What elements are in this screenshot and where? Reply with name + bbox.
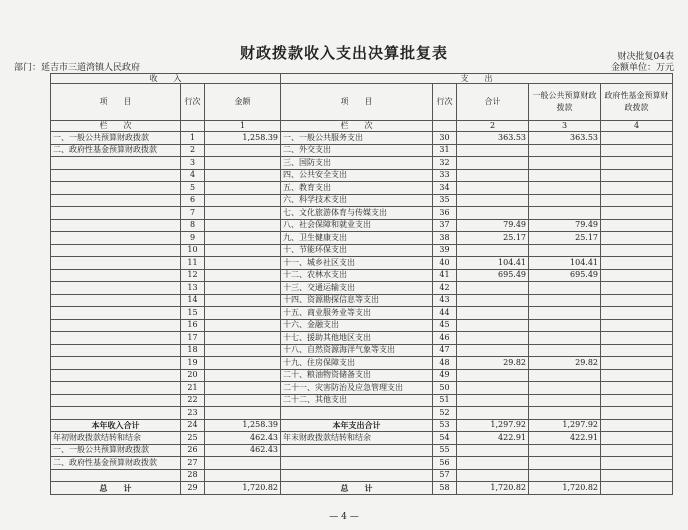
- expense-total: [457, 144, 529, 157]
- income-item: [51, 357, 181, 370]
- income-row-no: 20: [181, 369, 205, 382]
- income-item: [51, 344, 181, 357]
- income-amount: [205, 257, 281, 270]
- expense-item: 二十、粮油物资储备支出: [281, 369, 433, 382]
- expense-item: [281, 469, 433, 482]
- income-amount: [205, 194, 281, 207]
- expense-item: [281, 457, 433, 470]
- expense-total: 79.49: [457, 219, 529, 232]
- expense-fund: [601, 169, 673, 182]
- section-header-row: [51, 74, 673, 84]
- income-row-no: 22: [181, 394, 205, 407]
- expense-fund: [601, 294, 673, 307]
- expense-general: [529, 457, 601, 470]
- expense-general: 29.82: [529, 357, 601, 370]
- header-total: 合计: [457, 84, 529, 121]
- income-row-no: 1: [181, 132, 205, 145]
- income-item: [51, 157, 181, 170]
- income-item: [51, 369, 181, 382]
- expense-total: 1,720.82: [457, 482, 529, 495]
- expense-row-no: 34: [433, 182, 457, 195]
- column-header-row: [51, 84, 673, 121]
- expense-total: [457, 157, 529, 170]
- expense-row-no: 42: [433, 282, 457, 295]
- expense-general: [529, 307, 601, 320]
- expense-total: 29.82: [457, 357, 529, 370]
- income-row-no: 17: [181, 332, 205, 345]
- expense-general: [529, 144, 601, 157]
- expense-fund: [601, 469, 673, 482]
- expense-fund: [601, 382, 673, 395]
- expense-row-no: 55: [433, 444, 457, 457]
- column-index-general: 3: [529, 121, 601, 132]
- income-item: [51, 194, 181, 207]
- page-number: — 4 —: [329, 512, 359, 522]
- income-item: [51, 207, 181, 220]
- table-row: [51, 332, 673, 345]
- expense-fund: [601, 244, 673, 257]
- column-index-row: [51, 121, 673, 132]
- income-amount: [205, 319, 281, 332]
- income-item: 二、政府性基金预算财政拨款: [51, 457, 181, 470]
- expense-row-no: 56: [433, 457, 457, 470]
- table-row: [51, 207, 673, 220]
- year-total-row: [51, 419, 673, 432]
- income-amount: [205, 294, 281, 307]
- table-row: [51, 394, 673, 407]
- expense-total: [457, 319, 529, 332]
- table-row: [51, 407, 673, 420]
- table-row: [51, 232, 673, 245]
- expense-row-no: 39: [433, 244, 457, 257]
- expense-row-no: 44: [433, 307, 457, 320]
- expense-general: [529, 294, 601, 307]
- header-general-budget: 一般公共预算财政拨款: [529, 84, 601, 121]
- expense-general: 695.49: [529, 269, 601, 282]
- expense-fund: [601, 319, 673, 332]
- unit-label: 金额单位：万元: [610, 63, 674, 73]
- expense-fund: [601, 482, 673, 495]
- expense-item: 十二、农林水支出: [281, 269, 433, 282]
- income-amount: [205, 207, 281, 220]
- table-row: [51, 294, 673, 307]
- income-item: [51, 269, 181, 282]
- expense-general: 79.49: [529, 219, 601, 232]
- expense-item: 一、一般公共服务支出: [281, 132, 433, 145]
- income-item: [51, 169, 181, 182]
- income-row-no: 8: [181, 219, 205, 232]
- income-item: [51, 257, 181, 270]
- income-row-no: 29: [181, 482, 205, 495]
- table-row: [51, 444, 673, 457]
- page-title: 财政拨款收入支出决算批复表: [239, 44, 448, 62]
- expense-total: [457, 394, 529, 407]
- income-row-no: 9: [181, 232, 205, 245]
- income-item: [51, 307, 181, 320]
- expense-general: [529, 182, 601, 195]
- expense-general: [529, 444, 601, 457]
- expense-general: [529, 169, 601, 182]
- income-item: 一、一般公共预算财政拨款: [51, 132, 181, 145]
- income-amount: 1,720.82: [205, 482, 281, 495]
- expense-item: 九、卫生健康支出: [281, 232, 433, 245]
- column-index-empty-expense: [433, 121, 457, 132]
- income-item: 总 计: [51, 482, 181, 495]
- expense-row-no: 54: [433, 432, 457, 445]
- income-amount: [205, 269, 281, 282]
- table-row: [51, 369, 673, 382]
- expense-item: [281, 407, 433, 420]
- expense-row-no: 43: [433, 294, 457, 307]
- expense-total: [457, 382, 529, 395]
- expense-row-no: 33: [433, 169, 457, 182]
- income-row-no: 24: [181, 419, 205, 432]
- income-row-no: 10: [181, 244, 205, 257]
- expense-total: 1,297.92: [457, 419, 529, 432]
- income-amount: [205, 244, 281, 257]
- table-row: [51, 144, 673, 157]
- expense-total: [457, 182, 529, 195]
- expense-item: 十四、资源勘探信息等支出: [281, 294, 433, 307]
- income-amount: [205, 157, 281, 170]
- grand-total-row: [51, 482, 673, 495]
- expense-item: 本年支出合计: [281, 419, 433, 432]
- expense-item: 十六、金融支出: [281, 319, 433, 332]
- income-item: 年初财政拨款结转和结余: [51, 432, 181, 445]
- income-row-no: 14: [181, 294, 205, 307]
- expense-row-no: 36: [433, 207, 457, 220]
- income-item: [51, 282, 181, 295]
- income-amount: [205, 407, 281, 420]
- expense-fund: [601, 357, 673, 370]
- table-row: [51, 269, 673, 282]
- table-row: [51, 282, 673, 295]
- expense-item: 六、科学技术支出: [281, 194, 433, 207]
- department-label: 部门：延吉市三道湾镇人民政府: [14, 63, 141, 73]
- income-amount: [205, 469, 281, 482]
- income-row-no: 5: [181, 182, 205, 195]
- income-item: 二、政府性基金预算财政拨款: [51, 144, 181, 157]
- expense-row-no: 51: [433, 394, 457, 407]
- expense-row-no: 57: [433, 469, 457, 482]
- table-row: [51, 244, 673, 257]
- expense-general: [529, 332, 601, 345]
- income-amount: [205, 344, 281, 357]
- income-item: [51, 394, 181, 407]
- expense-row-no: 32: [433, 157, 457, 170]
- expense-fund: [601, 307, 673, 320]
- header-item-expense: 项 目: [281, 84, 433, 121]
- expense-row-no: 52: [433, 407, 457, 420]
- expense-item: 十三、交通运输支出: [281, 282, 433, 295]
- expense-total: [457, 369, 529, 382]
- column-index-label: 栏 次: [51, 121, 181, 132]
- income-item: [51, 219, 181, 232]
- budget-table: [50, 73, 673, 495]
- form-number: 财决批复04表: [617, 52, 674, 62]
- income-row-no: 2: [181, 144, 205, 157]
- income-amount: [205, 282, 281, 295]
- income-amount: [205, 182, 281, 195]
- expense-item: [281, 444, 433, 457]
- income-row-no: 23: [181, 407, 205, 420]
- expense-general: 422.91: [529, 432, 601, 445]
- table-row: [51, 132, 673, 145]
- expense-fund: [601, 344, 673, 357]
- expense-general: [529, 157, 601, 170]
- expense-fund: [601, 132, 673, 145]
- expense-fund: [601, 369, 673, 382]
- expense-item: 七、文化旅游体育与传媒支出: [281, 207, 433, 220]
- income-amount: [205, 394, 281, 407]
- income-row-no: 13: [181, 282, 205, 295]
- expense-row-no: 38: [433, 232, 457, 245]
- header-item: 项 目: [51, 84, 181, 121]
- expense-fund: [601, 182, 673, 195]
- income-item: [51, 407, 181, 420]
- expense-item: 十、节能环保支出: [281, 244, 433, 257]
- income-item: [51, 319, 181, 332]
- income-amount: [205, 457, 281, 470]
- header-fund-budget: 政府性基金预算财政拨款: [601, 84, 673, 121]
- table-row: [51, 319, 673, 332]
- expense-general: [529, 469, 601, 482]
- expense-item: 二、外交支出: [281, 144, 433, 157]
- expense-fund: [601, 269, 673, 282]
- expense-row-no: 49: [433, 369, 457, 382]
- expense-total: 25.17: [457, 232, 529, 245]
- expense-item: 十七、援助其他地区支出: [281, 332, 433, 345]
- column-index-fund: 4: [601, 121, 673, 132]
- income-row-no: 6: [181, 194, 205, 207]
- income-amount: 462.43: [205, 432, 281, 445]
- expense-item: 总 计: [281, 482, 433, 495]
- header-row-no-expense: 行次: [433, 84, 457, 121]
- expense-total: [457, 294, 529, 307]
- expense-total: [457, 194, 529, 207]
- expense-row-no: 30: [433, 132, 457, 145]
- income-item: [51, 332, 181, 345]
- table-row: [51, 307, 673, 320]
- income-section-label: 收 入: [51, 74, 281, 84]
- income-row-no: 21: [181, 382, 205, 395]
- table-row: [51, 182, 673, 195]
- income-row-no: 16: [181, 319, 205, 332]
- expense-general: 25.17: [529, 232, 601, 245]
- expense-total: [457, 469, 529, 482]
- expense-general: [529, 282, 601, 295]
- expense-row-no: 50: [433, 382, 457, 395]
- income-item: 本年收入合计: [51, 419, 181, 432]
- expense-fund: [601, 157, 673, 170]
- expense-general: 363.53: [529, 132, 601, 145]
- expense-total: [457, 282, 529, 295]
- expense-row-no: 37: [433, 219, 457, 232]
- expense-item: 十九、住房保障支出: [281, 357, 433, 370]
- column-index-empty: [181, 121, 205, 132]
- expense-item: 二十一、灾害防治及应急管理支出: [281, 382, 433, 395]
- expense-general: [529, 207, 601, 220]
- expense-fund: [601, 332, 673, 345]
- income-amount: [205, 232, 281, 245]
- income-row-no: 25: [181, 432, 205, 445]
- expense-total: [457, 332, 529, 345]
- table-row: [51, 344, 673, 357]
- header-row-no: 行次: [181, 84, 205, 121]
- expense-item: 三、国防支出: [281, 157, 433, 170]
- expense-item: 十一、城乡社区支出: [281, 257, 433, 270]
- expense-item: 四、公共安全支出: [281, 169, 433, 182]
- expense-item: 二十二、其他支出: [281, 394, 433, 407]
- income-row-no: 12: [181, 269, 205, 282]
- income-item: [51, 382, 181, 395]
- expense-general: 1,297.92: [529, 419, 601, 432]
- expense-item: 年末财政拨款结转和结余: [281, 432, 433, 445]
- income-amount: 1,258.39: [205, 132, 281, 145]
- income-amount: [205, 332, 281, 345]
- expense-fund: [601, 457, 673, 470]
- expense-general: 104.41: [529, 257, 601, 270]
- expense-row-no: 53: [433, 419, 457, 432]
- expense-row-no: 47: [433, 344, 457, 357]
- expense-general: [529, 319, 601, 332]
- table-row: [51, 432, 673, 445]
- income-item: [51, 244, 181, 257]
- expense-total: [457, 307, 529, 320]
- expense-row-no: 46: [433, 332, 457, 345]
- expense-fund: [601, 432, 673, 445]
- income-row-no: 7: [181, 207, 205, 220]
- expense-total: 104.41: [457, 257, 529, 270]
- income-row-no: 27: [181, 457, 205, 470]
- expense-item: 十八、自然资源海洋气象等支出: [281, 344, 433, 357]
- expense-row-no: 45: [433, 319, 457, 332]
- expense-general: [529, 194, 601, 207]
- income-amount: 1,258.39: [205, 419, 281, 432]
- expense-total: 422.91: [457, 432, 529, 445]
- expense-fund: [601, 144, 673, 157]
- income-row-no: 26: [181, 444, 205, 457]
- expense-total: [457, 169, 529, 182]
- expense-fund: [601, 232, 673, 245]
- expense-fund: [601, 207, 673, 220]
- expense-general: [529, 344, 601, 357]
- expense-fund: [601, 257, 673, 270]
- expense-row-no: 58: [433, 482, 457, 495]
- income-item: [51, 232, 181, 245]
- expense-fund: [601, 444, 673, 457]
- expense-item: 十五、商业服务业等支出: [281, 307, 433, 320]
- income-row-no: 18: [181, 344, 205, 357]
- expense-total: [457, 407, 529, 420]
- expense-total: [457, 207, 529, 220]
- column-index-amount: 1: [205, 121, 281, 132]
- expense-row-no: 40: [433, 257, 457, 270]
- expense-general: [529, 394, 601, 407]
- column-index-label-expense: 栏 次: [281, 121, 433, 132]
- income-row-no: 15: [181, 307, 205, 320]
- expense-fund: [601, 282, 673, 295]
- expense-row-no: 48: [433, 357, 457, 370]
- income-item: [51, 294, 181, 307]
- income-amount: [205, 307, 281, 320]
- income-amount: [205, 369, 281, 382]
- expense-general: [529, 407, 601, 420]
- income-row-no: 3: [181, 157, 205, 170]
- expense-total: [457, 244, 529, 257]
- expense-total: 363.53: [457, 132, 529, 145]
- expense-general: 1,720.82: [529, 482, 601, 495]
- expense-fund: [601, 419, 673, 432]
- header-amount: 金额: [205, 84, 281, 121]
- income-amount: [205, 357, 281, 370]
- column-index-total: 2: [457, 121, 529, 132]
- table-row: [51, 469, 673, 482]
- expense-row-no: 35: [433, 194, 457, 207]
- income-amount: [205, 382, 281, 395]
- expense-item: 八、社会保障和就业支出: [281, 219, 433, 232]
- income-amount: 462.43: [205, 444, 281, 457]
- table-row: [51, 157, 673, 170]
- expense-row-no: 41: [433, 269, 457, 282]
- income-row-no: 28: [181, 469, 205, 482]
- income-amount: [205, 144, 281, 157]
- table-row: [51, 219, 673, 232]
- income-amount: [205, 169, 281, 182]
- expense-fund: [601, 407, 673, 420]
- table-row: [51, 169, 673, 182]
- income-item: [51, 182, 181, 195]
- expense-total: [457, 457, 529, 470]
- income-item: [51, 469, 181, 482]
- expense-fund: [601, 219, 673, 232]
- expense-total: [457, 444, 529, 457]
- expense-section-label: 支 出: [281, 74, 673, 84]
- table-row: [51, 382, 673, 395]
- expense-general: [529, 382, 601, 395]
- income-row-no: 4: [181, 169, 205, 182]
- income-row-no: 11: [181, 257, 205, 270]
- income-amount: [205, 219, 281, 232]
- table-row: [51, 357, 673, 370]
- table-row: [51, 194, 673, 207]
- expense-fund: [601, 194, 673, 207]
- table-row: [51, 457, 673, 470]
- expense-general: [529, 244, 601, 257]
- table-row: [51, 257, 673, 270]
- expense-total: 695.49: [457, 269, 529, 282]
- expense-general: [529, 369, 601, 382]
- income-row-no: 19: [181, 357, 205, 370]
- expense-item: 五、教育支出: [281, 182, 433, 195]
- income-item: 一、一般公共预算财政拨款: [51, 444, 181, 457]
- expense-row-no: 31: [433, 144, 457, 157]
- expense-total: [457, 344, 529, 357]
- expense-fund: [601, 394, 673, 407]
